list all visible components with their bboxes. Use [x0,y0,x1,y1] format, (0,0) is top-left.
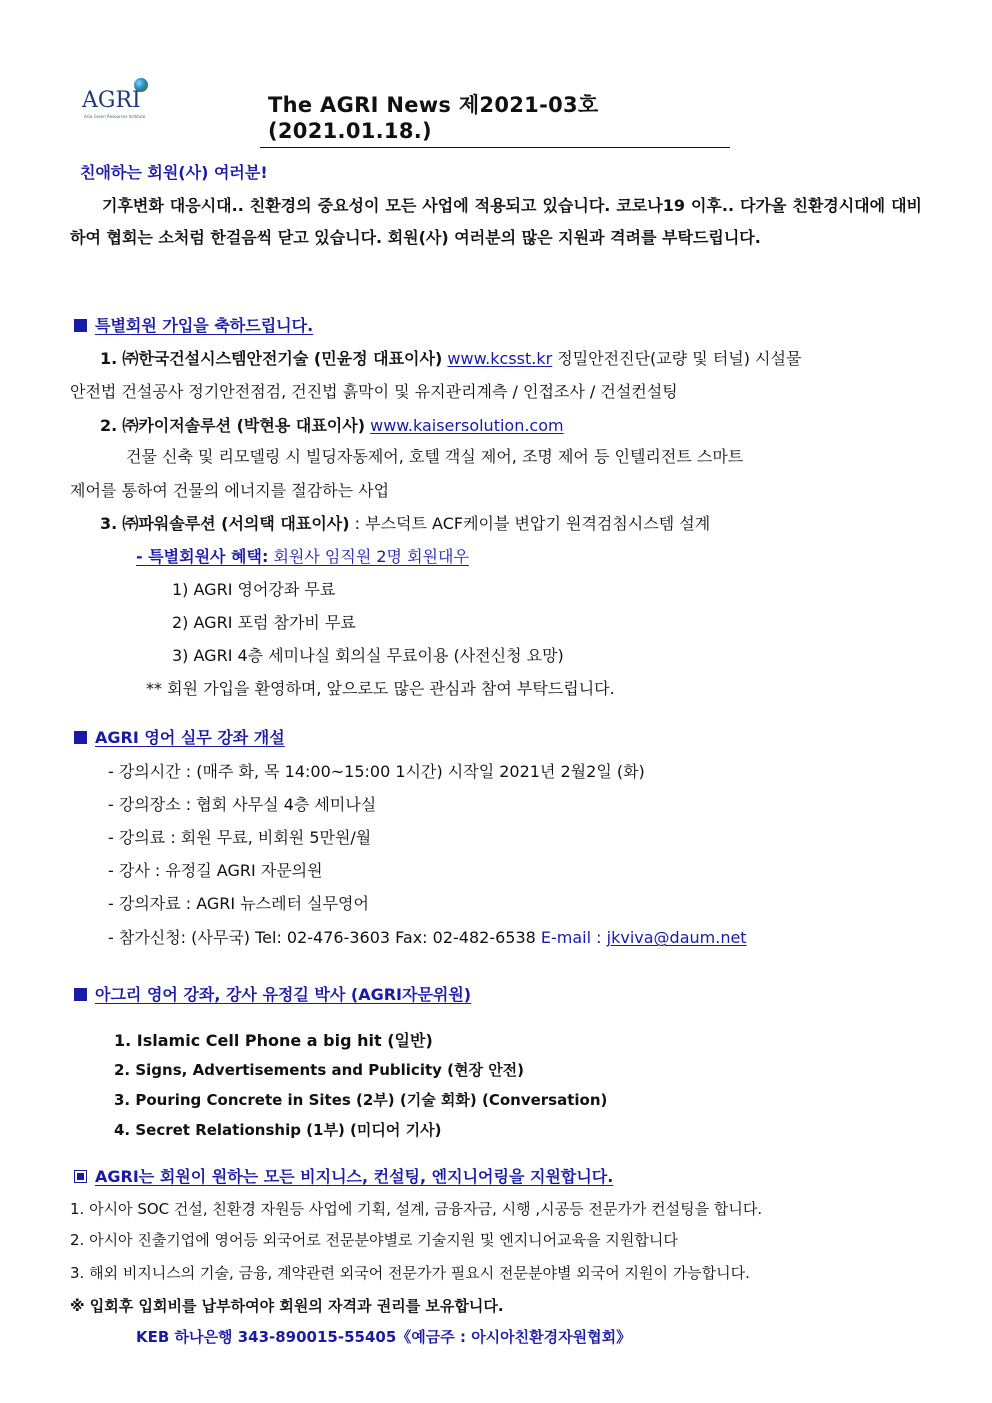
bank-account: KEB 하나은행 343-890015-55405《예금주 : 아시아친환경자원협회》 [136,1328,632,1346]
lecture-item: 4. Secret Relationship (1부) (미디어 기사) [114,1121,442,1139]
course-info-line: - 강사 : 유정길 AGRI 자문의원 [108,861,323,880]
service-item: 1. 아시아 SOC 건설, 친환경 자원등 사업에 기획, 설계, 금융자금, 시행 ,시공등 전문가가 컨설팅을 합니다. [70,1200,763,1218]
logo-subtitle: Asia Green Resources Institute [84,114,146,119]
course-info-line: - 강의자료 : AGRI 뉴스레터 실무영어 [108,894,369,913]
intro-paragraph: 기후변화 대응시대.. 친환경의 중요성이 모든 사업에 적용되고 있습니다. 코로나19 이후.. 다가올 친환경시대에 대비하여 협회는 소처럼 한걸음씩 닫고 있습니다. 회원(사) 여러분의 많은 지원과 격려를 부탁드립니다. [70,196,922,247]
member-1-desc-cont: 안전법 건설공사 정기안전점검, 건진법 흙막이 및 유지관리계측 / 인접조사 / 건설컨설팅 [70,382,678,401]
section-heading-text: AGRI는 회원이 원하는 모든 비지니스, 컨설팅, 엔지니어링을 지원합니다. [95,1167,614,1186]
member-1-name: ㈜한국건설시스템안전기술 (민윤정 대표이사) [122,349,443,368]
benefit-text: 회원사 임직원 2명 회원대우 [268,547,469,566]
course-apply-line [108,925,747,948]
benefit-item: 3) AGRI 4층 세미나실 회의실 무료이용 (사전신청 요망) [172,646,564,665]
email-link[interactable]: jkviva@daum.net [606,928,747,947]
section-special-members-heading [74,313,313,336]
square-bullet-icon [74,988,87,1001]
logo-text: AGRI [82,88,141,113]
course-info-line: - 강의료 : 회원 무료, 비회원 5만원/월 [108,828,372,847]
section-english-course-heading [74,725,285,748]
greeting: 친애하는 회원(사) 여러분! [80,163,268,182]
section-services-heading [74,1164,613,1187]
service-item: 2. 아시아 진출기업에 영어등 외국어로 전문분야별로 기술지원 및 엔지니어교육을 지원합니다 [70,1231,678,1249]
member-3-name: ㈜파워솔루션 (서의택 대표이사) [122,514,350,533]
welcome-note: ** 회원 가입을 환영하며, 앞으로도 많은 관심과 참여 부탁드립니다. [146,679,615,698]
newsletter-title: The AGRI News 제2021-03호 (2021.01.18.) [260,89,730,148]
outlined-square-bullet-icon [74,1170,87,1183]
square-bullet-icon [74,319,87,332]
member-2-name: ㈜카이저솔루션 (박현용 대표이사) [122,416,366,435]
member-1-desc: 정밀안전진단(교량 및 터널) 시설물 [557,349,802,368]
email-label: E-mail : [540,928,607,947]
benefit-item: 1) AGRI 영어강좌 무료 [172,580,336,599]
square-bullet-icon [74,731,87,744]
lecture-item: 3. Pouring Concrete in Sites (2부) (기술 회화) (Conversation) [114,1091,608,1109]
member-2-line [100,413,564,436]
benefit-line [136,544,469,567]
benefit-label: - 특별회원사 혜택: [136,547,269,566]
section-heading-text: AGRI 영어 실무 강좌 개설 [95,728,285,747]
member-2-desc: 건물 신축 및 리모델링 시 빌딩자동제어, 호텔 객실 제어, 조명 제어 등 인텔리전트 스마트 [126,447,744,466]
agri-logo [78,72,158,128]
member-3-line [100,511,710,534]
member-1-line [100,346,801,369]
member-3-number: 3. [100,514,118,533]
section-heading-text: 특별회원 가입을 축하드립니다. [95,316,314,335]
member-3-desc: : 부스덕트 ACF케이블 변압기 원격검침시스템 설계 [349,514,711,533]
benefit-item: 2) AGRI 포럼 참가비 무료 [172,613,356,632]
lecture-item: 1. Islamic Cell Phone a big hit (일반) [114,1031,433,1050]
course-info-line: - 강의장소 : 협회 사무실 4층 세미나실 [108,795,377,814]
service-item: 3. 해외 비지니스의 기술, 금융, 계약관련 외국어 전문가가 필요시 전문분야별 외국어 지원이 가능합니다. [70,1264,750,1282]
member-1-link[interactable]: www.kcsst.kr [447,349,553,368]
member-2-number: 2. [100,416,118,435]
lecture-item: 2. Signs, Advertisements and Publicity (현장 안전) [114,1061,525,1079]
section-heading-text: 아그리 영어 강좌, 강사 유정길 박사 (AGRI자문위원) [95,985,472,1004]
member-2-desc-cont: 제어를 통하여 건물의 에너지를 절감하는 사업 [70,481,390,500]
apply-contact: - 참가신청: (사무국) Tel: 02-476-3603 Fax: 02-482-6538 [108,928,541,947]
member-1-number: 1. [100,349,118,368]
section-lecture-list-heading [74,982,471,1005]
member-2-link[interactable]: www.kaisersolution.com [370,416,564,435]
course-info-line: - 강의시간 : (매주 화, 목 14:00~15:00 1시간) 시작일 2021년 2월2일 (화) [108,762,645,781]
membership-note: ※ 입회후 입회비를 납부하여야 회원의 자격과 권리를 보유합니다. [70,1297,504,1315]
